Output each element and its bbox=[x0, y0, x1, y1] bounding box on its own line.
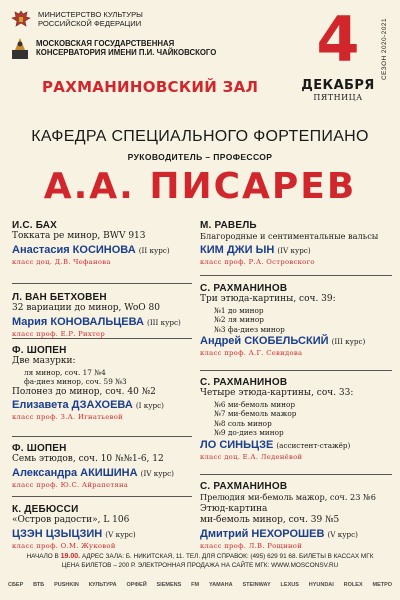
performer bbox=[200, 334, 365, 349]
footer-line-2: ЦЕНА БИЛЕТОВ – 200 Р. ЭЛЕКТРОННАЯ ПРОДАЖА НА САЙТЕ МГК: WWW.MOSCONSV.RU bbox=[61, 562, 339, 569]
class-teacher: класс проф. Л.В. Рощиной bbox=[200, 541, 303, 550]
performer bbox=[12, 398, 164, 413]
conservatory-line-1: МОСКОВСКАЯ ГОСУДАРСТВЕННАЯ bbox=[36, 38, 175, 48]
performer-year: (II курс) bbox=[138, 245, 170, 255]
composer: К. ДЕБЮССИ bbox=[12, 504, 79, 515]
program-item bbox=[12, 443, 174, 489]
work-title: Две мазурки: bbox=[12, 356, 76, 366]
program-item bbox=[12, 292, 181, 338]
conservatory-line-2: КОНСЕРВАТОРИЯ ИМЕНИ П.И. ЧАЙКОВСКОГО bbox=[36, 48, 217, 57]
sponsor-logo: STEINWAY bbox=[242, 582, 271, 588]
program-item bbox=[200, 220, 378, 266]
sponsor-logo: PUSHKIN bbox=[54, 582, 79, 588]
work-title: Семь этюдов, соч. 10 №№1-6, 12 bbox=[12, 454, 164, 464]
composer: Л. ВАН БЕТХОВЕН bbox=[12, 292, 107, 303]
date-block bbox=[298, 3, 378, 102]
work-title: Этюд-картина bbox=[200, 503, 268, 514]
work-subtitle: №8 соль минор bbox=[214, 418, 272, 428]
work-title: Четыре этюда-картины, соч. 33: bbox=[200, 388, 354, 398]
season-label: СЕЗОН 2020-2021 bbox=[381, 18, 388, 80]
performer-year: (III курс) bbox=[147, 317, 181, 327]
performer bbox=[12, 466, 174, 481]
sponsor-logo: ROLEX bbox=[343, 582, 363, 588]
program-item bbox=[12, 345, 164, 421]
program-item bbox=[200, 283, 365, 357]
conservatory-name bbox=[36, 39, 216, 58]
program-item bbox=[200, 481, 376, 550]
ministry-header bbox=[10, 8, 143, 30]
performer-year: (III курс) bbox=[331, 337, 366, 346]
performer-name: Андрей СКОБЕЛЬСКИЙ bbox=[200, 335, 329, 347]
performer-year: (V курс) bbox=[105, 529, 136, 539]
sponsor-logo: SIEMENS bbox=[156, 582, 182, 588]
class-teacher: класс проф. О.М. Жуковой bbox=[12, 541, 116, 550]
footer-line-1 bbox=[0, 553, 400, 560]
program-item bbox=[200, 377, 353, 461]
performer-year: (IV курс) bbox=[277, 245, 311, 255]
performer-name: Анастасия КОСИНОВА bbox=[12, 243, 136, 256]
work-subtitle: №6 ми-бемоль минор bbox=[214, 399, 296, 409]
performer bbox=[200, 527, 376, 542]
work-title: Прелюдия ми-бемоль мажор, соч. 23 №6 bbox=[200, 492, 377, 502]
performer-name: Мария КОНОВАЛЬЦЕВА bbox=[12, 315, 144, 328]
divider bbox=[200, 370, 392, 371]
sponsor-logo: YAMAHA bbox=[208, 582, 233, 588]
performer bbox=[200, 243, 378, 258]
performer-name: Елизавета ДЗАХОЕВА bbox=[12, 399, 133, 411]
class-teacher: класс доц. Е.А. Леденёвой bbox=[200, 452, 303, 461]
department-title: КАФЕДРА СПЕЦИАЛЬНОГО ФОРТЕПИАНО bbox=[31, 128, 369, 145]
composer: И.С. БАХ bbox=[12, 220, 58, 231]
start-label: НАЧАЛО В bbox=[26, 553, 59, 560]
sponsor-logo: КУЛЬТУРА bbox=[88, 582, 117, 588]
sponsor-logo: СБЕР bbox=[8, 582, 24, 588]
work-subtitle: №3 фа-диез минор bbox=[214, 324, 285, 334]
ministry-line-2: РОССИЙСКОЙ ФЕДЕРАЦИИ bbox=[38, 19, 142, 28]
class-teacher: класс доц. Д.В. Чефанова bbox=[12, 257, 111, 266]
work-subtitle: №2 ля минор bbox=[214, 315, 264, 324]
class-teacher: класс проф. Е.Р. Рихтер bbox=[12, 329, 105, 338]
divider bbox=[12, 496, 192, 497]
sponsor-logo: HYUNDAI bbox=[308, 582, 334, 588]
divider bbox=[12, 338, 192, 339]
sponsor-logo: LEXUS bbox=[280, 582, 299, 588]
address: АДРЕС ЗАЛА: Б. НИКИТСКАЯ, 11. ТЕЛ. ДЛЯ СПРАВОК: (495) 629 91 68. БИЛЕТЫ В КАССАХ МГК bbox=[81, 553, 374, 560]
performer-year: (ассистент-стажёр) bbox=[276, 440, 351, 450]
performer-name: КИМ ДЖИ ЫН bbox=[200, 243, 275, 256]
performer bbox=[12, 527, 136, 542]
sponsor-strip bbox=[8, 582, 392, 590]
composer: С. РАХМАНИНОВ bbox=[200, 481, 288, 492]
performer-name: ЛО СИНЬЦЗЕ bbox=[200, 438, 274, 451]
conservatory-logo-icon bbox=[10, 36, 30, 60]
performer-year: (I курс) bbox=[135, 401, 164, 410]
date-weekday: ПЯТНИЦА bbox=[313, 93, 363, 102]
divider bbox=[200, 275, 392, 276]
ministry-line-1: МИНИСТЕРСТВО КУЛЬТУРЫ bbox=[38, 10, 143, 19]
eagle-emblem-icon bbox=[10, 8, 32, 30]
composer: С. РАХМАНИНОВ bbox=[200, 377, 288, 388]
sponsor-logo: ВТБ bbox=[33, 582, 45, 588]
composer: С. РАХМАНИНОВ bbox=[200, 283, 288, 294]
performer-name: Александра АКИШИНА bbox=[12, 466, 138, 479]
footer-info bbox=[0, 553, 400, 569]
work-subtitle: №7 ми-бемоль мажор bbox=[214, 409, 297, 418]
work-subtitle: №1 до минор bbox=[214, 305, 264, 315]
work-title: Токката ре минор, BWV 913 bbox=[12, 231, 146, 241]
work-title: Благородные и сентиментальные вальсы bbox=[200, 231, 379, 241]
work-subtitle: фа-диез минор, соч. 59 №3 bbox=[24, 377, 127, 386]
performer-name: Дмитрий НЕХОРОШЕВ bbox=[200, 527, 325, 540]
conservatory-header bbox=[10, 36, 216, 60]
start-time: 19.00. bbox=[60, 553, 81, 560]
work-subtitle: №9 до-диез минор bbox=[214, 428, 284, 437]
sponsor-logo: МЕТРО bbox=[372, 582, 392, 588]
performer-year: (IV курс) bbox=[140, 468, 174, 478]
class-teacher: класс проф. А.Г. Севидова bbox=[200, 349, 303, 357]
performer bbox=[200, 438, 353, 453]
date-month: ДЕКАБРЯ bbox=[301, 78, 375, 93]
work-subtitle: ля минор, соч. 17 №4 bbox=[24, 367, 106, 377]
class-teacher: класс проф. Р.А. Островского bbox=[200, 257, 315, 266]
head-name: А.А. ПИСАРЕВ bbox=[43, 166, 357, 207]
work-title: ми-бемоль минор, соч. 39 №5 bbox=[200, 515, 340, 525]
composer: Ф. ШОПЕН bbox=[12, 443, 67, 454]
work-title: «Остров радости», L 106 bbox=[12, 515, 130, 525]
divider bbox=[12, 436, 192, 437]
sponsor-logo: FM bbox=[191, 582, 200, 588]
work-title: 32 вариации до минор, WoO 80 bbox=[12, 303, 160, 313]
divider bbox=[12, 283, 192, 284]
performer bbox=[12, 315, 181, 330]
performer-name: ЦЗЭН ЦЗЫЦЗИН bbox=[12, 527, 103, 540]
program-item bbox=[12, 220, 170, 266]
performer-year: (V курс) bbox=[327, 529, 358, 539]
composer: М. РАВЕЛЬ bbox=[200, 220, 257, 231]
performer bbox=[12, 243, 170, 258]
date-day: 4 bbox=[316, 3, 360, 76]
work-title: Три этюда-картины, соч. 39: bbox=[200, 294, 336, 304]
sponsor-logo: ОРФЕЙ bbox=[126, 582, 147, 588]
class-teacher: класс проф. З.А. Игнатьевой bbox=[12, 413, 123, 421]
head-title: РУКОВОДИТЕЛЬ – ПРОФЕССОР bbox=[127, 152, 273, 162]
hall-name: РАХМАНИНОВСКИЙ ЗАЛ bbox=[42, 78, 259, 96]
composer: Ф. ШОПЕН bbox=[12, 345, 67, 356]
program-item bbox=[12, 504, 136, 550]
ministry-name bbox=[38, 10, 143, 28]
class-teacher: класс проф. Ю.С. Айрапетяна bbox=[12, 480, 129, 489]
work-title: Полонез до минор, соч. 40 №2 bbox=[12, 386, 156, 397]
divider bbox=[200, 474, 392, 475]
